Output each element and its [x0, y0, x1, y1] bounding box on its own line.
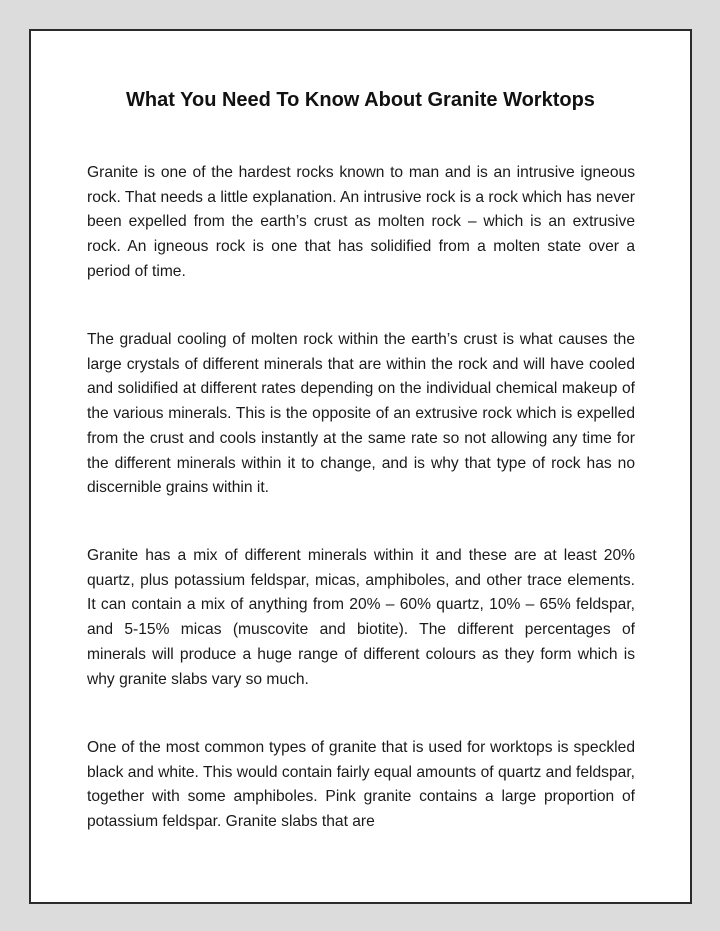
document-page	[29, 29, 692, 904]
paragraph-3: Granite has a mix of different minerals within it and these are at least 20% quartz, plus potassium feldspar, micas, amphiboles, and other trace elements. It can contain a mix of anything from 20% – 60% quartz, 10% – 65% feldspar, and 5-15% micas (muscovite and biotite). The different percentages of minerals will produce a huge range of different colours as they form which is why granite slabs vary so much.	[87, 547, 635, 688]
paragraph-4: One of the most common types of granite that is used for worktops is speckled black and white. This would contain fairly equal amounts of quartz and feldspar, together with some amphiboles. Pink granite contains a large proportion of potassium feldspar. Granite slabs that are	[87, 739, 635, 831]
paragraph-2: The gradual cooling of molten rock within the earth’s crust is what causes the large crystals of different minerals that are within the rock and will have cooled and solidified at different rates depending on the individual chemical makeup of the various minerals. This is the opposite of an extrusive rock which is expelled from the crust and cools instantly at the same rate so not allowing any time for the different minerals within it to change, and is why that type of rock has no discernible grains within it.	[87, 331, 635, 497]
document-title: What You Need To Know About Granite Worktops	[126, 89, 595, 111]
paragraph-1: Granite is one of the hardest rocks known to man and is an intrusive igneous rock. That needs a little explanation. An intrusive rock is a rock which has never been expelled from the earth’s crust as molten rock – which is an extrusive rock. An igneous rock is one that has solidified from a molten state over a period of time.	[87, 164, 635, 280]
